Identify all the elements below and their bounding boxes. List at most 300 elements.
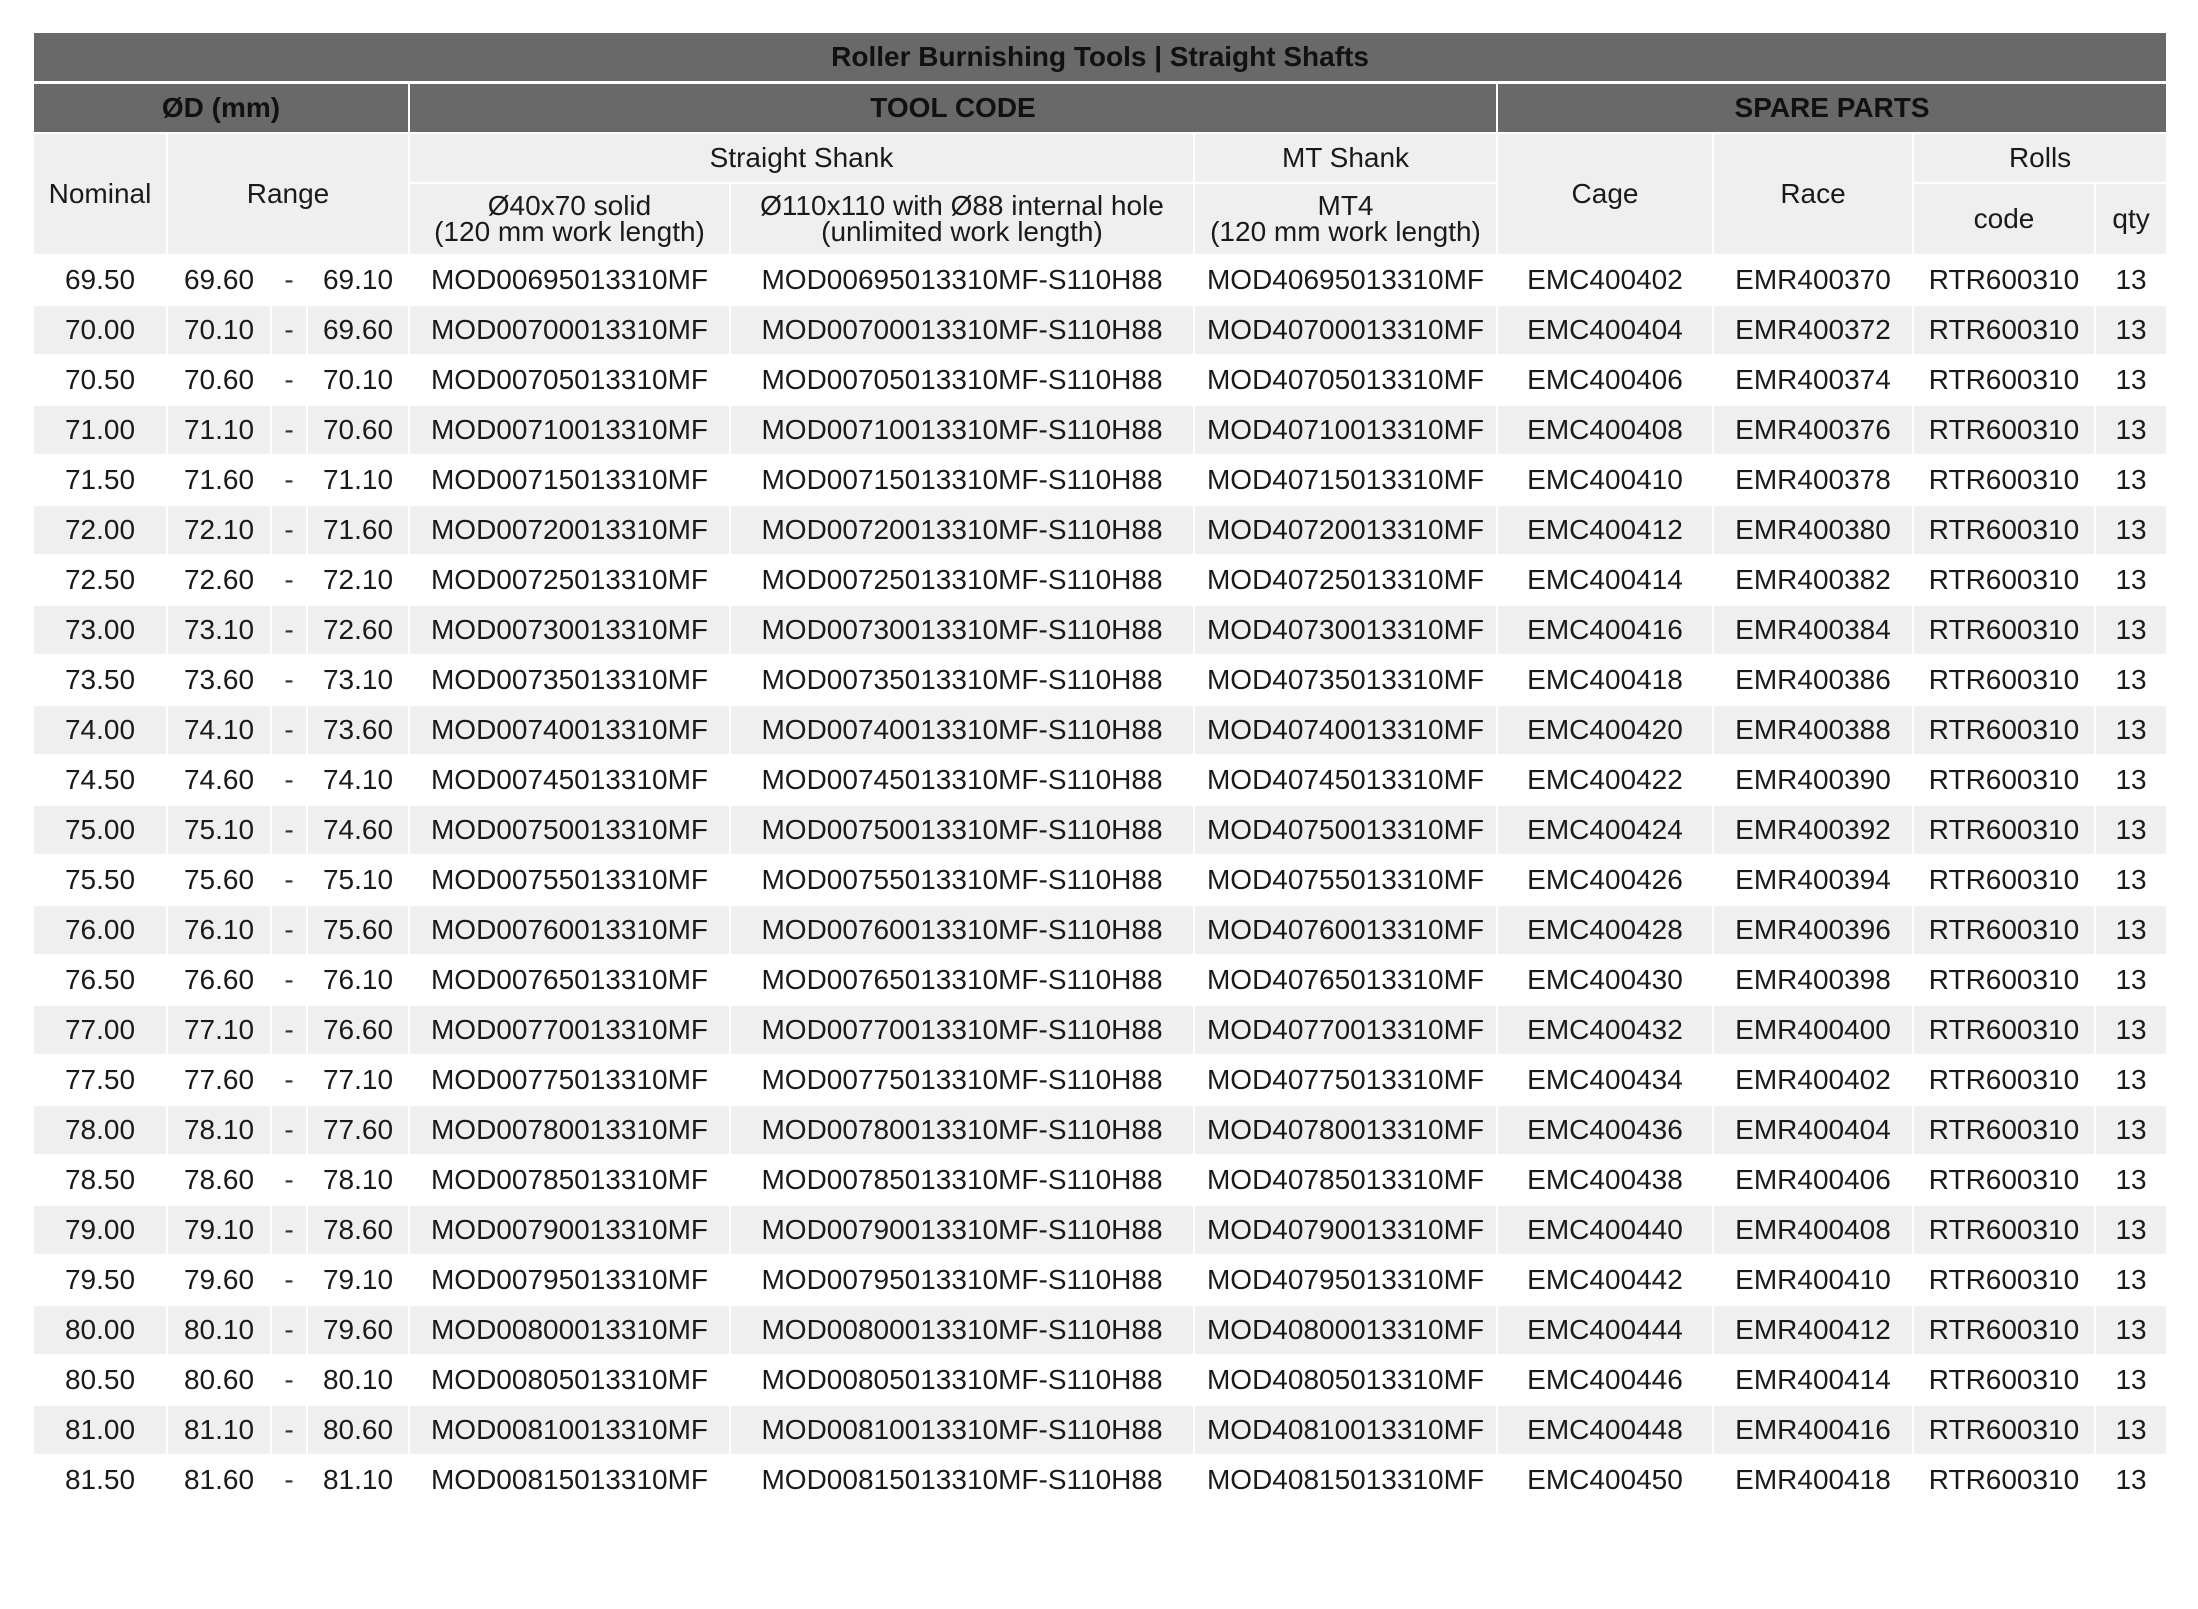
table-row xyxy=(33,1205,2167,1255)
race-code-cell: EMR400394 xyxy=(1713,855,1913,905)
nominal-cell: 72.00 xyxy=(33,505,167,555)
table-row xyxy=(33,955,2167,1005)
hole-shank-code-cell: MOD00745013310MF-S110H88 xyxy=(730,755,1194,805)
cage-code-cell: EMC400442 xyxy=(1497,1255,1713,1305)
hole-shank-code-cell: MOD00770013310MF-S110H88 xyxy=(730,1005,1194,1055)
race-code-cell: EMR400380 xyxy=(1713,505,1913,555)
range-max-cell: 69.60 xyxy=(167,255,271,305)
solid-shank-code-cell: MOD00750013310MF xyxy=(409,805,730,855)
cage-code-cell: EMC400416 xyxy=(1497,605,1713,655)
range-separator: - xyxy=(271,855,307,905)
table-row xyxy=(33,355,2167,405)
table-row xyxy=(33,1005,2167,1055)
range-max-cell: 73.60 xyxy=(167,655,271,705)
rolls-qty-cell: 13 xyxy=(2095,1155,2167,1205)
hole-shank-code-cell: MOD00725013310MF-S110H88 xyxy=(730,555,1194,605)
hole-shank-code-cell: MOD00715013310MF-S110H88 xyxy=(730,455,1194,505)
range-max-cell: 74.60 xyxy=(167,755,271,805)
solid-shank-code-cell: MOD00815013310MF xyxy=(409,1455,730,1505)
rolls-code-cell: RTR600310 xyxy=(1913,1055,2095,1105)
range-separator: - xyxy=(271,1305,307,1355)
cage-code-cell: EMC400408 xyxy=(1497,405,1713,455)
range-separator: - xyxy=(271,1255,307,1305)
range-min-cell: 73.10 xyxy=(307,655,409,705)
nominal-cell: 80.00 xyxy=(33,1305,167,1355)
solid-shank-code-cell: MOD00740013310MF xyxy=(409,705,730,755)
tool-code-header: TOOL CODE xyxy=(409,83,1497,134)
nominal-cell: 77.50 xyxy=(33,1055,167,1105)
nominal-cell: 78.50 xyxy=(33,1155,167,1205)
solid-shank-code-cell: MOD00810013310MF xyxy=(409,1405,730,1455)
range-min-cell: 79.10 xyxy=(307,1255,409,1305)
table-row xyxy=(33,855,2167,905)
table-body xyxy=(33,255,2167,1505)
rolls-code-cell: RTR600310 xyxy=(1913,805,2095,855)
solid-shank-code-cell: MOD00735013310MF xyxy=(409,655,730,705)
rolls-qty-cell: 13 xyxy=(2095,605,2167,655)
rolls-qty-cell: 13 xyxy=(2095,1405,2167,1455)
range-max-cell: 78.10 xyxy=(167,1105,271,1155)
table-row xyxy=(33,1155,2167,1205)
range-separator: - xyxy=(271,355,307,405)
cage-code-cell: EMC400434 xyxy=(1497,1055,1713,1105)
solid-shank-code-cell: MOD00700013310MF xyxy=(409,305,730,355)
range-min-cell: 73.60 xyxy=(307,705,409,755)
mt4-code-cell: MOD40815013310MF xyxy=(1194,1455,1497,1505)
mt4-code-cell: MOD40715013310MF xyxy=(1194,455,1497,505)
mt-shank-header: MT Shank xyxy=(1194,133,1497,183)
cage-code-cell: EMC400438 xyxy=(1497,1155,1713,1205)
rolls-code-cell: RTR600310 xyxy=(1913,1355,2095,1405)
rolls-code-cell: RTR600310 xyxy=(1913,755,2095,805)
solid-shank-code-cell: MOD00765013310MF xyxy=(409,955,730,1005)
cage-code-cell: EMC400436 xyxy=(1497,1105,1713,1155)
table-row xyxy=(33,805,2167,855)
table-row xyxy=(33,655,2167,705)
range-separator: - xyxy=(271,955,307,1005)
cage-code-cell: EMC400414 xyxy=(1497,555,1713,605)
rolls-code-cell: RTR600310 xyxy=(1913,505,2095,555)
mt4-code-cell: MOD40760013310MF xyxy=(1194,905,1497,955)
mt4-code-cell: MOD40700013310MF xyxy=(1194,305,1497,355)
race-code-cell: EMR400408 xyxy=(1713,1205,1913,1255)
cage-code-cell: EMC400424 xyxy=(1497,805,1713,855)
nominal-header: Nominal xyxy=(33,133,167,255)
cage-header: Cage xyxy=(1497,133,1713,255)
hole-shank-header-line1: Ø110x110 with Ø88 internal hole xyxy=(760,190,1164,221)
range-max-cell: 70.10 xyxy=(167,305,271,355)
race-code-cell: EMR400384 xyxy=(1713,605,1913,655)
range-min-cell: 69.10 xyxy=(307,255,409,305)
table-row xyxy=(33,1305,2167,1355)
solid-shank-code-cell: MOD00790013310MF xyxy=(409,1205,730,1255)
nominal-cell: 72.50 xyxy=(33,555,167,605)
race-code-cell: EMR400376 xyxy=(1713,405,1913,455)
nominal-cell: 70.50 xyxy=(33,355,167,405)
mt4-code-cell: MOD40790013310MF xyxy=(1194,1205,1497,1255)
cage-code-cell: EMC400410 xyxy=(1497,455,1713,505)
solid-shank-code-cell: MOD00725013310MF xyxy=(409,555,730,605)
range-max-cell: 76.60 xyxy=(167,955,271,1005)
range-min-cell: 78.60 xyxy=(307,1205,409,1255)
hole-shank-code-cell: MOD00780013310MF-S110H88 xyxy=(730,1105,1194,1155)
race-code-cell: EMR400412 xyxy=(1713,1305,1913,1355)
range-separator: - xyxy=(271,805,307,855)
rolls-qty-header: qty xyxy=(2095,183,2167,255)
mt4-code-cell: MOD40770013310MF xyxy=(1194,1005,1497,1055)
table-row xyxy=(33,1255,2167,1305)
race-code-cell: EMR400410 xyxy=(1713,1255,1913,1305)
cage-code-cell: EMC400446 xyxy=(1497,1355,1713,1405)
table-row xyxy=(33,555,2167,605)
solid-shank-code-cell: MOD00720013310MF xyxy=(409,505,730,555)
range-min-cell: 78.10 xyxy=(307,1155,409,1205)
solid-shank-code-cell: MOD00805013310MF xyxy=(409,1355,730,1405)
rolls-code-cell: RTR600310 xyxy=(1913,355,2095,405)
range-max-cell: 80.10 xyxy=(167,1305,271,1355)
hole-shank-header xyxy=(730,183,1194,255)
range-separator: - xyxy=(271,1105,307,1155)
range-max-cell: 74.10 xyxy=(167,705,271,755)
range-min-cell: 80.10 xyxy=(307,1355,409,1405)
range-separator: - xyxy=(271,1405,307,1455)
nominal-cell: 75.00 xyxy=(33,805,167,855)
nominal-cell: 80.50 xyxy=(33,1355,167,1405)
range-min-cell: 69.60 xyxy=(307,305,409,355)
hole-shank-code-cell: MOD00735013310MF-S110H88 xyxy=(730,655,1194,705)
solid-shank-header-line1: Ø40x70 solid xyxy=(487,190,652,221)
range-min-cell: 76.10 xyxy=(307,955,409,1005)
table-row xyxy=(33,255,2167,305)
table-row xyxy=(33,605,2167,655)
race-header: Race xyxy=(1713,133,1913,255)
race-code-cell: EMR400398 xyxy=(1713,955,1913,1005)
range-max-cell: 79.10 xyxy=(167,1205,271,1255)
solid-shank-code-cell: MOD00730013310MF xyxy=(409,605,730,655)
hole-shank-code-cell: MOD00720013310MF-S110H88 xyxy=(730,505,1194,555)
table-row xyxy=(33,1455,2167,1505)
mt4-code-cell: MOD40725013310MF xyxy=(1194,555,1497,605)
range-min-cell: 80.60 xyxy=(307,1405,409,1455)
solid-shank-code-cell: MOD00770013310MF xyxy=(409,1005,730,1055)
table-title: Roller Burnishing Tools | Straight Shafts xyxy=(33,32,2167,83)
range-min-cell: 71.60 xyxy=(307,505,409,555)
rolls-qty-cell: 13 xyxy=(2095,1305,2167,1355)
cage-code-cell: EMC400428 xyxy=(1497,905,1713,955)
mt4-header xyxy=(1194,183,1497,255)
nominal-cell: 73.50 xyxy=(33,655,167,705)
cage-code-cell: EMC400412 xyxy=(1497,505,1713,555)
rolls-qty-cell: 13 xyxy=(2095,1105,2167,1155)
range-max-cell: 73.10 xyxy=(167,605,271,655)
range-max-cell: 77.60 xyxy=(167,1055,271,1105)
cage-code-cell: EMC400444 xyxy=(1497,1305,1713,1355)
range-max-cell: 78.60 xyxy=(167,1155,271,1205)
nominal-cell: 81.00 xyxy=(33,1405,167,1455)
nominal-cell: 76.00 xyxy=(33,905,167,955)
solid-shank-code-cell: MOD00745013310MF xyxy=(409,755,730,805)
table-row xyxy=(33,1355,2167,1405)
range-separator: - xyxy=(271,1455,307,1505)
rolls-code-cell: RTR600310 xyxy=(1913,1155,2095,1205)
cage-code-cell: EMC400422 xyxy=(1497,755,1713,805)
hole-shank-code-cell: MOD00790013310MF-S110H88 xyxy=(730,1205,1194,1255)
rolls-code-cell: RTR600310 xyxy=(1913,405,2095,455)
race-code-cell: EMR400404 xyxy=(1713,1105,1913,1155)
mt4-code-cell: MOD40745013310MF xyxy=(1194,755,1497,805)
nominal-cell: 79.50 xyxy=(33,1255,167,1305)
hole-shank-code-cell: MOD00805013310MF-S110H88 xyxy=(730,1355,1194,1405)
cage-code-cell: EMC400440 xyxy=(1497,1205,1713,1255)
range-min-cell: 72.10 xyxy=(307,555,409,605)
cage-code-cell: EMC400402 xyxy=(1497,255,1713,305)
solid-shank-header xyxy=(409,183,730,255)
rolls-code-cell: RTR600310 xyxy=(1913,1205,2095,1255)
range-separator: - xyxy=(271,705,307,755)
race-code-cell: EMR400386 xyxy=(1713,655,1913,705)
range-separator: - xyxy=(271,455,307,505)
rolls-code-cell: RTR600310 xyxy=(1913,905,2095,955)
rolls-qty-cell: 13 xyxy=(2095,1055,2167,1105)
rolls-code-cell: RTR600310 xyxy=(1913,1455,2095,1505)
nominal-cell: 69.50 xyxy=(33,255,167,305)
rolls-code-cell: RTR600310 xyxy=(1913,255,2095,305)
mt4-code-cell: MOD40750013310MF xyxy=(1194,805,1497,855)
range-separator: - xyxy=(271,1205,307,1255)
mt4-code-cell: MOD40720013310MF xyxy=(1194,505,1497,555)
nominal-cell: 81.50 xyxy=(33,1455,167,1505)
mt4-code-cell: MOD40755013310MF xyxy=(1194,855,1497,905)
range-min-cell: 77.10 xyxy=(307,1055,409,1105)
mt4-code-cell: MOD40785013310MF xyxy=(1194,1155,1497,1205)
rolls-qty-cell: 13 xyxy=(2095,355,2167,405)
range-min-cell: 77.60 xyxy=(307,1105,409,1155)
mt4-code-cell: MOD40795013310MF xyxy=(1194,1255,1497,1305)
hole-shank-code-cell: MOD00705013310MF-S110H88 xyxy=(730,355,1194,405)
hole-shank-code-cell: MOD00775013310MF-S110H88 xyxy=(730,1055,1194,1105)
solid-shank-code-cell: MOD00695013310MF xyxy=(409,255,730,305)
table-row xyxy=(33,505,2167,555)
hole-shank-code-cell: MOD00710013310MF-S110H88 xyxy=(730,405,1194,455)
race-code-cell: EMR400374 xyxy=(1713,355,1913,405)
spare-parts-header: SPARE PARTS xyxy=(1497,83,2167,134)
range-min-cell: 81.10 xyxy=(307,1455,409,1505)
rolls-code-cell: RTR600310 xyxy=(1913,455,2095,505)
range-max-cell: 71.10 xyxy=(167,405,271,455)
race-code-cell: EMR400382 xyxy=(1713,555,1913,605)
cage-code-cell: EMC400450 xyxy=(1497,1455,1713,1505)
nominal-cell: 71.50 xyxy=(33,455,167,505)
range-min-cell: 79.60 xyxy=(307,1305,409,1355)
solid-shank-code-cell: MOD00775013310MF xyxy=(409,1055,730,1105)
hole-shank-code-cell: MOD00750013310MF-S110H88 xyxy=(730,805,1194,855)
range-separator: - xyxy=(271,1155,307,1205)
range-max-cell: 81.10 xyxy=(167,1405,271,1455)
hole-shank-code-cell: MOD00695013310MF-S110H88 xyxy=(730,255,1194,305)
range-max-cell: 72.60 xyxy=(167,555,271,605)
rolls-qty-cell: 13 xyxy=(2095,555,2167,605)
mt4-code-cell: MOD40805013310MF xyxy=(1194,1355,1497,1405)
hole-shank-code-cell: MOD00815013310MF-S110H88 xyxy=(730,1455,1194,1505)
race-code-cell: EMR400392 xyxy=(1713,805,1913,855)
mt4-code-cell: MOD40775013310MF xyxy=(1194,1055,1497,1105)
mt4-code-cell: MOD40705013310MF xyxy=(1194,355,1497,405)
rolls-code-header: code xyxy=(1913,183,2095,255)
rolls-code-cell: RTR600310 xyxy=(1913,605,2095,655)
range-separator: - xyxy=(271,605,307,655)
mt4-code-cell: MOD40780013310MF xyxy=(1194,1105,1497,1155)
range-separator: - xyxy=(271,1355,307,1405)
hole-shank-header-line2: (unlimited work length) xyxy=(821,216,1103,247)
solid-shank-code-cell: MOD00760013310MF xyxy=(409,905,730,955)
range-separator: - xyxy=(271,405,307,455)
hole-shank-code-cell: MOD00755013310MF-S110H88 xyxy=(730,855,1194,905)
hole-shank-code-cell: MOD00765013310MF-S110H88 xyxy=(730,955,1194,1005)
nominal-cell: 74.50 xyxy=(33,755,167,805)
cage-code-cell: EMC400432 xyxy=(1497,1005,1713,1055)
rolls-code-cell: RTR600310 xyxy=(1913,855,2095,905)
cage-code-cell: EMC400404 xyxy=(1497,305,1713,355)
range-separator: - xyxy=(271,905,307,955)
hole-shank-code-cell: MOD00810013310MF-S110H88 xyxy=(730,1405,1194,1455)
rolls-code-cell: RTR600310 xyxy=(1913,1305,2095,1355)
rolls-qty-cell: 13 xyxy=(2095,1005,2167,1055)
range-max-cell: 79.60 xyxy=(167,1255,271,1305)
rolls-qty-cell: 13 xyxy=(2095,305,2167,355)
race-code-cell: EMR400418 xyxy=(1713,1455,1913,1505)
rolls-code-cell: RTR600310 xyxy=(1913,655,2095,705)
hole-shank-code-cell: MOD00700013310MF-S110H88 xyxy=(730,305,1194,355)
table-row xyxy=(33,305,2167,355)
nominal-cell: 75.50 xyxy=(33,855,167,905)
table-container xyxy=(32,31,2166,1506)
range-separator: - xyxy=(271,1005,307,1055)
rolls-qty-cell: 13 xyxy=(2095,1205,2167,1255)
race-code-cell: EMR400416 xyxy=(1713,1405,1913,1455)
mt4-code-cell: MOD40695013310MF xyxy=(1194,255,1497,305)
solid-shank-code-cell: MOD00755013310MF xyxy=(409,855,730,905)
range-min-cell: 70.10 xyxy=(307,355,409,405)
range-separator: - xyxy=(271,255,307,305)
nominal-cell: 76.50 xyxy=(33,955,167,1005)
mt4-header-line2: (120 mm work length) xyxy=(1210,216,1481,247)
cage-code-cell: EMC400448 xyxy=(1497,1405,1713,1455)
rolls-qty-cell: 13 xyxy=(2095,505,2167,555)
range-separator: - xyxy=(271,755,307,805)
hole-shank-code-cell: MOD00730013310MF-S110H88 xyxy=(730,605,1194,655)
straight-shank-header: Straight Shank xyxy=(409,133,1194,183)
range-max-cell: 72.10 xyxy=(167,505,271,555)
cage-code-cell: EMC400430 xyxy=(1497,955,1713,1005)
rolls-qty-cell: 13 xyxy=(2095,405,2167,455)
rolls-qty-cell: 13 xyxy=(2095,805,2167,855)
rolls-qty-cell: 13 xyxy=(2095,955,2167,1005)
mt4-code-cell: MOD40740013310MF xyxy=(1194,705,1497,755)
range-separator: - xyxy=(271,555,307,605)
race-code-cell: EMR400402 xyxy=(1713,1055,1913,1105)
range-min-cell: 75.60 xyxy=(307,905,409,955)
race-code-cell: EMR400400 xyxy=(1713,1005,1913,1055)
solid-shank-code-cell: MOD00795013310MF xyxy=(409,1255,730,1305)
mt4-code-cell: MOD40710013310MF xyxy=(1194,405,1497,455)
range-max-cell: 71.60 xyxy=(167,455,271,505)
rolls-qty-cell: 13 xyxy=(2095,755,2167,805)
range-min-cell: 75.10 xyxy=(307,855,409,905)
table-row xyxy=(33,1105,2167,1155)
rolls-qty-cell: 13 xyxy=(2095,455,2167,505)
range-separator: - xyxy=(271,305,307,355)
cage-code-cell: EMC400426 xyxy=(1497,855,1713,905)
range-header: Range xyxy=(167,133,409,255)
rolls-qty-cell: 13 xyxy=(2095,705,2167,755)
solid-shank-code-cell: MOD00710013310MF xyxy=(409,405,730,455)
rolls-qty-cell: 13 xyxy=(2095,1355,2167,1405)
table-row xyxy=(33,705,2167,755)
range-separator: - xyxy=(271,505,307,555)
mt4-code-cell: MOD40765013310MF xyxy=(1194,955,1497,1005)
race-code-cell: EMR400378 xyxy=(1713,455,1913,505)
mt4-code-cell: MOD40730013310MF xyxy=(1194,605,1497,655)
mt4-code-cell: MOD40800013310MF xyxy=(1194,1305,1497,1355)
range-max-cell: 75.10 xyxy=(167,805,271,855)
hole-shank-code-cell: MOD00795013310MF-S110H88 xyxy=(730,1255,1194,1305)
table-row xyxy=(33,405,2167,455)
table-row xyxy=(33,1405,2167,1455)
rolls-code-cell: RTR600310 xyxy=(1913,1405,2095,1455)
range-min-cell: 70.60 xyxy=(307,405,409,455)
od-header: ØD (mm) xyxy=(33,83,409,134)
nominal-cell: 70.00 xyxy=(33,305,167,355)
solid-shank-code-cell: MOD00705013310MF xyxy=(409,355,730,405)
nominal-cell: 73.00 xyxy=(33,605,167,655)
mt4-code-cell: MOD40735013310MF xyxy=(1194,655,1497,705)
range-max-cell: 76.10 xyxy=(167,905,271,955)
race-code-cell: EMR400406 xyxy=(1713,1155,1913,1205)
rolls-code-cell: RTR600310 xyxy=(1913,1255,2095,1305)
solid-shank-header-line2: (120 mm work length) xyxy=(434,216,705,247)
table-row xyxy=(33,455,2167,505)
nominal-cell: 77.00 xyxy=(33,1005,167,1055)
rolls-qty-cell: 13 xyxy=(2095,255,2167,305)
rolls-code-cell: RTR600310 xyxy=(1913,955,2095,1005)
nominal-cell: 74.00 xyxy=(33,705,167,755)
tools-table xyxy=(32,31,2168,1506)
range-separator: - xyxy=(271,1055,307,1105)
range-min-cell: 71.10 xyxy=(307,455,409,505)
rolls-code-cell: RTR600310 xyxy=(1913,1105,2095,1155)
race-code-cell: EMR400396 xyxy=(1713,905,1913,955)
cage-code-cell: EMC400418 xyxy=(1497,655,1713,705)
solid-shank-code-cell: MOD00780013310MF xyxy=(409,1105,730,1155)
solid-shank-code-cell: MOD00800013310MF xyxy=(409,1305,730,1355)
range-separator: - xyxy=(271,655,307,705)
rolls-qty-cell: 13 xyxy=(2095,905,2167,955)
rolls-code-cell: RTR600310 xyxy=(1913,305,2095,355)
rolls-code-cell: RTR600310 xyxy=(1913,1005,2095,1055)
rolls-code-cell: RTR600310 xyxy=(1913,555,2095,605)
cage-code-cell: EMC400406 xyxy=(1497,355,1713,405)
nominal-cell: 78.00 xyxy=(33,1105,167,1155)
range-min-cell: 74.60 xyxy=(307,805,409,855)
nominal-cell: 71.00 xyxy=(33,405,167,455)
hole-shank-code-cell: MOD00785013310MF-S110H88 xyxy=(730,1155,1194,1205)
rolls-header: Rolls xyxy=(1913,133,2167,183)
range-min-cell: 72.60 xyxy=(307,605,409,655)
rolls-qty-cell: 13 xyxy=(2095,655,2167,705)
range-max-cell: 75.60 xyxy=(167,855,271,905)
nominal-cell: 79.00 xyxy=(33,1205,167,1255)
rolls-qty-cell: 13 xyxy=(2095,1255,2167,1305)
